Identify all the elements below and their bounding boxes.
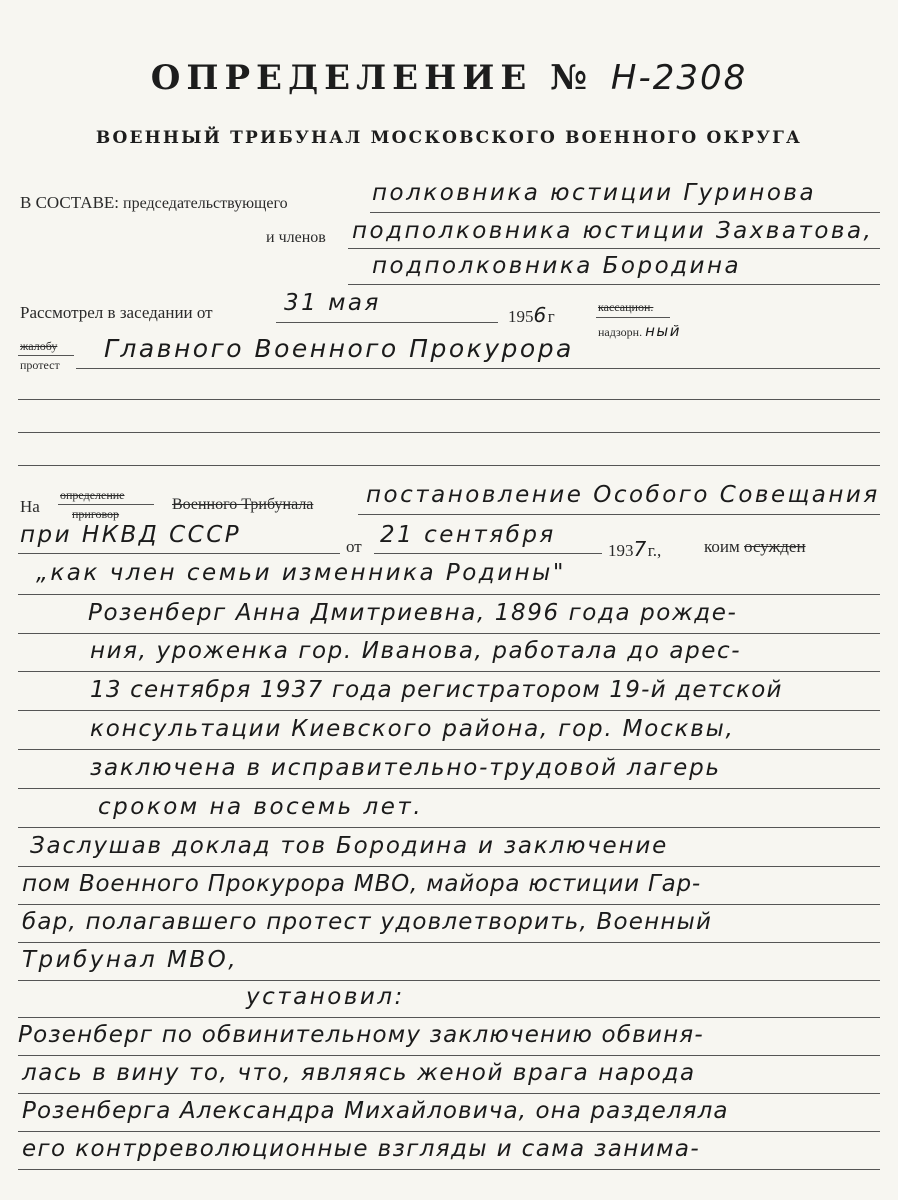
supervisory-option: надзорн. ный [598, 322, 681, 340]
supervisory-handwritten: ный [645, 322, 681, 340]
decision-date: 21 сентября [380, 522, 556, 548]
on-label: На [20, 497, 40, 516]
ruled-line [18, 671, 880, 672]
body-line: его контрреволюционные взгляды и сама занима- [22, 1136, 701, 1162]
complaint-divider [18, 355, 74, 356]
title-text: ОПРЕДЕЛЕНИЕ № [150, 58, 594, 98]
protest-underline [76, 368, 880, 369]
member-1-underline [348, 248, 880, 249]
ruled-line [18, 1093, 880, 1094]
ruled-line [18, 980, 880, 981]
ruled-line [18, 1169, 880, 1170]
ruled-line [18, 465, 880, 466]
body-line: лась в вину то, что, являясь женой врага народа [22, 1060, 696, 1086]
ruled-line [18, 1131, 880, 1132]
decision-year: 1937г., [608, 537, 662, 561]
hearing-date: 31 мая [284, 290, 381, 316]
document-number: Н-2308 [610, 58, 748, 98]
complaint-option: жалобу [20, 339, 58, 353]
members-label: и членов [266, 229, 326, 246]
chair-underline [370, 212, 880, 213]
chair-label: председательствующего [123, 195, 288, 212]
definition-option: определение [60, 488, 125, 502]
ruled-line [18, 710, 880, 711]
ruled-line [18, 942, 880, 943]
ruled-line [18, 866, 880, 867]
protest-option: протест [20, 358, 60, 372]
hearing-label: Рассмотрел в заседании от [20, 303, 213, 322]
decision-year-suffix: 7 [633, 537, 648, 561]
ruled-line [18, 633, 880, 634]
option-divider [596, 317, 670, 318]
ruled-line [18, 749, 880, 750]
convicted-option: осужден [744, 537, 806, 556]
chair-value: полковника юстиции Гуринова [372, 180, 817, 206]
member-2: подполковника Бородина [372, 253, 742, 279]
ruled-line [18, 1017, 880, 1018]
hearing-year-suffix: 6 [533, 303, 548, 327]
from-label: от [346, 537, 362, 556]
document-title [0, 58, 898, 98]
tribunal-option: Военного Трибунала [172, 496, 314, 513]
nkvd-value: при НКВД СССР [20, 522, 242, 548]
nkvd-underline [18, 553, 340, 554]
court-name: ВОЕННЫЙ ТРИБУНАЛ МОСКОВСКОГО ВОЕННОГО ОКРУГА [95, 128, 803, 148]
cassation-option: кассацион. [598, 300, 654, 314]
protest-value: Главного Военного Прокурора [104, 334, 574, 363]
verdict-option: приговор [72, 507, 120, 521]
body-line: Розенберга Александра Михайловича, она разделяла [22, 1098, 729, 1124]
member-1: подполковника юстиции Захватова, [352, 218, 874, 244]
decree-value: постановление Особого Совещания [366, 482, 880, 508]
body-line: бар, полагавшего протест удовлетворить, Военный [22, 909, 713, 935]
definition-divider [58, 504, 154, 505]
body-line: установил: [246, 984, 405, 1010]
ruled-line [18, 827, 880, 828]
ruled-line [18, 399, 880, 400]
body-line: Заслушав доклад тов Бородина и заключение [30, 833, 669, 859]
hearing-year: 1956г [508, 303, 555, 327]
whom-label: коим осужден [704, 537, 806, 556]
body-line: пом Военного Прокурора МВО, майора юстиции Гар- [22, 871, 701, 897]
body-line: консультации Киевского района, гор. Москвы, [90, 716, 735, 742]
body-line: Трибунал МВО, [22, 947, 239, 973]
composition-label: В СОСТАВЕ: председательствующего [20, 193, 288, 212]
hearing-date-underline [276, 322, 498, 323]
body-line: Розенберг Анна Дмитриевна, 1896 года рожде- [88, 600, 738, 626]
member-2-underline [348, 284, 880, 285]
ruled-line [18, 594, 880, 595]
ruled-line [18, 788, 880, 789]
body-line: сроком на восемь лет. [98, 794, 424, 820]
ruled-line [18, 904, 880, 905]
body-line: ния, уроженка гор. Иванова, работала до арес- [90, 638, 742, 664]
body-line: 13 сентября 1937 года регистратором 19-й детской [90, 677, 783, 703]
body-line: Розенберг по обвинительному заключению обвиня- [18, 1022, 704, 1048]
body-line: „как член семьи изменника Родины" [36, 560, 566, 586]
decision-date-underline [374, 553, 602, 554]
decree-underline [358, 514, 880, 515]
ruled-line [18, 432, 880, 433]
ruled-line [18, 1055, 880, 1056]
body-line: заключена в исправительно-трудовой лагерь [90, 755, 721, 781]
